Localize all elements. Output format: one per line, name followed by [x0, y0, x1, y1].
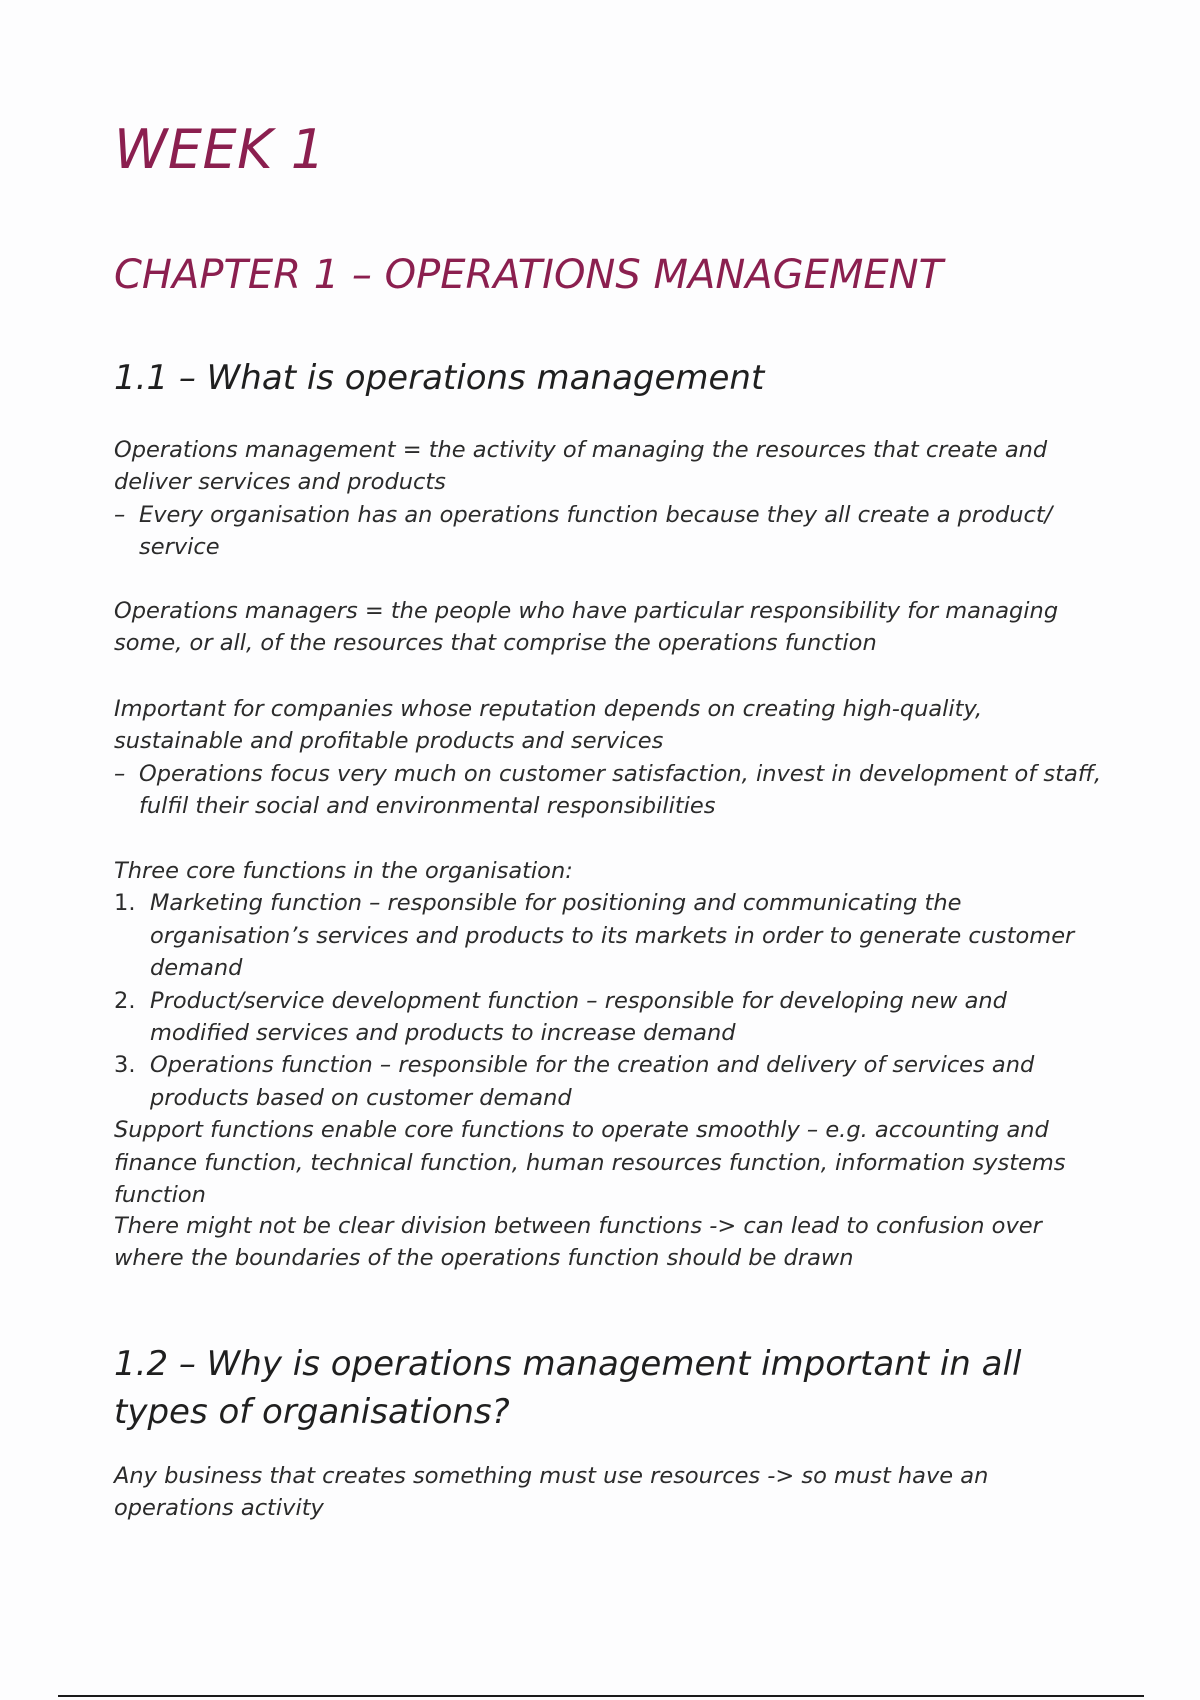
ops-management-bullet	[114, 499, 1104, 564]
core-function-text: Operations function – responsible for the creation and delivery of services and products based on customer demand	[150, 1052, 1035, 1111]
core-function-item	[114, 985, 1104, 1050]
ops-managers-definition-block	[114, 595, 1104, 660]
section-2-title: 1.2 – Why is operations management important in all types of organisations?	[114, 1344, 1022, 1432]
section-2-text: Any business that creates something must use resources -> so must have an operations activity	[114, 1463, 989, 1522]
ops-management-definition: Operations management = the activity of managing the resources that create and deliver services and products	[114, 437, 1048, 496]
core-functions-block	[114, 855, 1104, 1211]
importance-text: Important for companies whose reputation depends on creating high-quality, sustainable and profitable products and services	[114, 696, 983, 755]
ops-management-definition-block	[114, 434, 1104, 564]
support-functions-text: Support functions enable core functions to operate smoothly – e.g. accounting and finance function, technical function, human resources function, information systems function	[114, 1117, 1066, 1209]
list-number: 2.	[114, 987, 136, 1014]
section-1-title: 1.1 – What is operations management	[114, 358, 765, 398]
bottom-rule	[58, 1695, 1144, 1697]
ops-managers-definition: Operations managers = the people who have particular responsibility for managing some, or all, of the resources that comprise the operations function	[114, 598, 1059, 657]
importance-block	[114, 693, 1104, 823]
core-function-item	[114, 887, 1104, 984]
core-function-item	[114, 1049, 1104, 1114]
importance-bullet	[114, 758, 1104, 823]
chapter-title: CHAPTER 1 – OPERATIONS MANAGEMENT	[114, 252, 944, 298]
core-function-text: Marketing function – responsible for positioning and communicating the organisation’s services and products to its markets in order to generate customer demand	[150, 890, 1075, 982]
core-function-text: Product/service development function – responsible for developing new and modified services and products to increase demand	[150, 987, 1007, 1047]
division-text: There might not be clear division between functions -> can lead to confusion over where the boundaries of the operations function should be drawn	[114, 1213, 1042, 1272]
week-title: WEEK 1	[114, 118, 326, 181]
bullet-marker: –	[114, 760, 126, 787]
bullet-text: Operations focus very much on customer satisfaction, invest in development of staff, fulfil their social and environmental responsibilities	[139, 760, 1102, 820]
section-2-body	[114, 1460, 1104, 1525]
division-block	[114, 1210, 1104, 1275]
list-number: 1.	[114, 890, 136, 917]
core-functions-intro: Three core functions in the organisation:	[114, 858, 573, 884]
list-number: 3.	[114, 1052, 136, 1079]
bullet-marker: –	[114, 501, 126, 528]
bullet-text: Every organisation has an operations function because they all create a product/ service	[139, 501, 1053, 561]
